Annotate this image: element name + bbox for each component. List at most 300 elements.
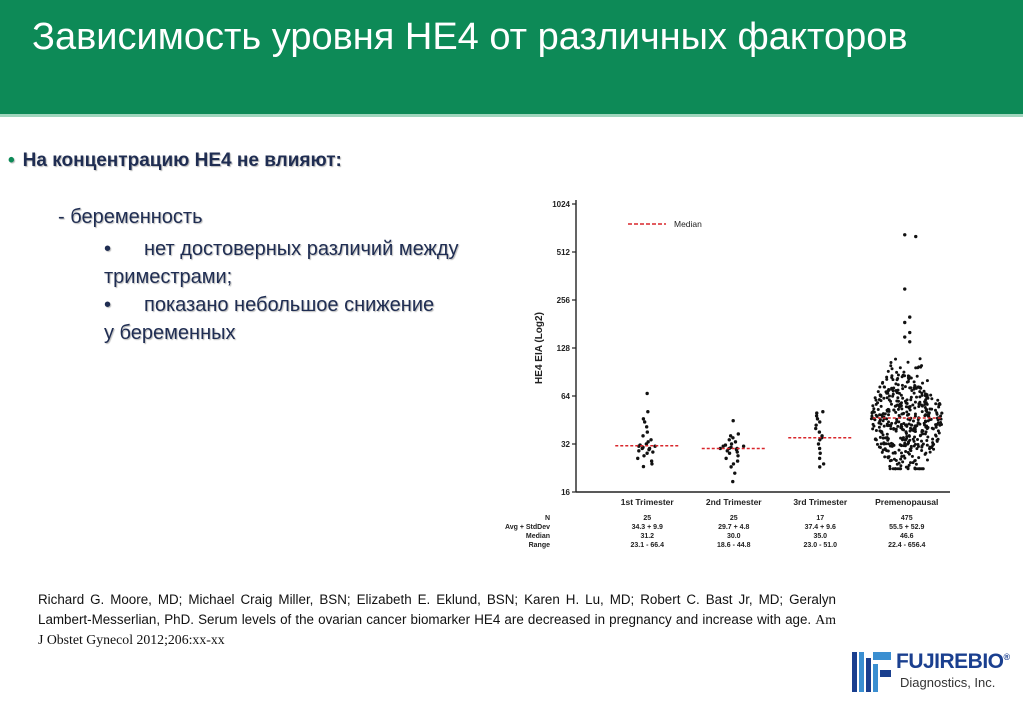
data-point	[888, 410, 891, 413]
data-point	[880, 442, 883, 445]
data-point	[911, 428, 914, 431]
data-point	[814, 423, 817, 426]
data-point	[908, 375, 911, 378]
data-point	[887, 420, 890, 423]
data-point	[906, 414, 909, 417]
data-point	[887, 450, 890, 453]
data-point	[908, 464, 911, 467]
data-point	[883, 455, 886, 458]
data-point	[722, 444, 725, 447]
data-point	[900, 404, 903, 407]
data-point	[875, 429, 878, 432]
data-point	[896, 391, 899, 394]
data-point	[880, 431, 883, 434]
data-point	[916, 443, 919, 446]
data-point	[925, 408, 928, 411]
data-point	[914, 235, 917, 238]
stats-cell: 475	[900, 515, 913, 522]
data-point	[916, 438, 919, 441]
data-point	[905, 402, 908, 405]
sub-bullet-dot-icon: •	[104, 238, 112, 260]
data-point	[878, 446, 881, 449]
stats-cell: 30.0	[726, 533, 741, 540]
data-point	[904, 385, 907, 388]
title-bar	[0, 0, 1023, 116]
data-point	[818, 420, 821, 423]
title-underline	[0, 114, 1023, 117]
data-point	[917, 405, 920, 408]
data-point	[936, 440, 939, 443]
data-point	[724, 457, 727, 460]
data-point	[879, 436, 882, 439]
data-point	[940, 423, 943, 426]
y-axis-label: HE4 EIA (Log2)	[534, 312, 545, 384]
data-point	[906, 443, 909, 446]
data-point	[737, 432, 740, 435]
data-point	[908, 331, 911, 334]
data-point	[900, 412, 903, 415]
data-point	[878, 426, 881, 429]
data-point	[890, 387, 893, 390]
data-point	[818, 430, 821, 433]
stats-cell: 31.2	[640, 533, 655, 540]
data-point	[904, 439, 907, 442]
data-point	[927, 413, 930, 416]
data-point	[876, 443, 879, 446]
data-point	[650, 462, 653, 465]
data-point	[870, 417, 873, 420]
data-point	[651, 450, 654, 453]
data-point	[896, 396, 899, 399]
stats-cell: 35.0	[813, 533, 828, 540]
data-point	[907, 380, 910, 383]
data-point	[913, 436, 916, 439]
data-point	[905, 431, 908, 434]
data-point	[892, 393, 895, 396]
data-point	[902, 422, 905, 425]
data-point	[911, 455, 914, 458]
data-point	[913, 384, 916, 387]
data-point	[925, 439, 928, 442]
data-point	[896, 463, 899, 466]
bullet-dot-icon: •	[8, 150, 15, 171]
data-point	[882, 419, 885, 422]
data-point	[928, 446, 931, 449]
dash-item-text: беременность	[70, 206, 203, 228]
data-point	[878, 386, 881, 389]
data-point	[903, 457, 906, 460]
logo-subtitle: Diagnostics, Inc.	[900, 675, 996, 690]
data-point	[885, 376, 888, 379]
data-point	[879, 394, 882, 397]
data-point	[901, 384, 904, 387]
data-point	[883, 425, 886, 428]
data-point	[918, 390, 921, 393]
stats-row-label: Range	[528, 542, 550, 549]
stats-row-label: Median	[525, 533, 550, 540]
data-point	[881, 451, 884, 454]
data-point	[921, 394, 924, 397]
data-point	[895, 459, 898, 462]
data-point	[938, 432, 941, 435]
data-point	[637, 449, 640, 452]
data-point	[924, 419, 927, 422]
data-point	[926, 458, 929, 461]
data-point	[731, 480, 734, 483]
data-point	[897, 400, 900, 403]
data-point	[888, 455, 891, 458]
data-point	[921, 467, 924, 470]
data-point	[909, 386, 912, 389]
data-point	[905, 425, 908, 428]
data-point	[731, 436, 734, 439]
data-point	[909, 405, 912, 408]
data-point	[920, 449, 923, 452]
data-point	[645, 425, 648, 428]
data-point	[887, 370, 890, 373]
data-point	[908, 422, 911, 425]
sub-bullet-2-continuation	[104, 322, 236, 345]
data-point	[886, 424, 889, 427]
data-point	[917, 385, 920, 388]
data-point	[925, 430, 928, 433]
logo-registered-mark: ®	[1003, 652, 1010, 662]
data-point	[924, 413, 927, 416]
data-point	[911, 403, 914, 406]
y-tick-label: 64	[561, 392, 570, 401]
data-point	[896, 425, 899, 428]
data-point	[821, 410, 824, 413]
data-point	[892, 427, 895, 430]
data-point	[934, 409, 937, 412]
stats-cell: 25	[643, 515, 652, 522]
data-point	[897, 383, 900, 386]
sub-bullet-2-line2: у беременных	[104, 322, 236, 344]
data-point	[642, 417, 645, 420]
data-point	[889, 467, 892, 470]
data-point	[819, 452, 822, 455]
data-point	[901, 387, 904, 390]
data-point	[903, 233, 906, 236]
data-point	[879, 422, 882, 425]
data-point	[908, 453, 911, 456]
data-point	[901, 397, 904, 400]
sub-bullet-1-line2: триместрами;	[104, 266, 233, 288]
data-point	[641, 434, 644, 437]
main-bullet	[8, 150, 342, 172]
data-point	[898, 414, 901, 417]
data-point	[926, 379, 929, 382]
data-point	[936, 399, 939, 402]
data-point	[643, 420, 646, 423]
data-point	[900, 407, 903, 410]
x-category-label: 2nd Trimester	[705, 497, 762, 507]
data-point	[736, 450, 739, 453]
data-point	[917, 456, 920, 459]
data-point	[818, 438, 821, 441]
stats-row-label: N	[544, 515, 550, 522]
data-point	[816, 417, 819, 420]
data-point	[934, 433, 937, 436]
data-point	[818, 457, 821, 460]
x-category-label: 1st Trimester	[620, 497, 674, 507]
data-point	[900, 455, 903, 458]
data-point	[932, 443, 935, 446]
data-point	[914, 366, 917, 369]
data-point	[889, 361, 892, 364]
data-point	[921, 382, 924, 385]
data-point	[914, 401, 917, 404]
data-point	[932, 427, 935, 430]
data-point	[937, 421, 940, 424]
data-point	[877, 408, 880, 411]
data-point	[880, 405, 883, 408]
data-point	[728, 452, 731, 455]
data-point	[897, 420, 900, 423]
data-point	[909, 449, 912, 452]
data-point	[934, 402, 937, 405]
data-point	[929, 451, 932, 454]
data-point	[897, 374, 900, 377]
x-category-label: Premenopausal	[875, 497, 939, 507]
data-point	[891, 445, 894, 448]
data-point	[733, 471, 736, 474]
dash-item	[58, 206, 202, 229]
y-tick-label: 256	[556, 296, 570, 305]
data-point	[736, 454, 739, 457]
data-point	[918, 423, 921, 426]
data-point	[728, 438, 731, 441]
logo-brand-text: FUJIREBIO	[896, 650, 1004, 673]
y-tick-label: 512	[556, 248, 570, 257]
data-point	[924, 392, 927, 395]
data-point	[646, 410, 649, 413]
data-point	[918, 402, 921, 405]
data-point	[899, 426, 902, 429]
data-point	[899, 443, 902, 446]
data-point	[647, 448, 650, 451]
data-point	[642, 465, 645, 468]
data-point	[903, 335, 906, 338]
data-point	[935, 426, 938, 429]
data-point	[814, 427, 817, 430]
data-point	[907, 361, 910, 364]
data-point	[921, 410, 924, 413]
dash-icon: -	[58, 206, 71, 228]
data-point	[872, 407, 875, 410]
data-point	[878, 413, 881, 416]
data-point	[922, 443, 925, 446]
sub-bullet-1-line1: нет достоверных различий между	[144, 238, 459, 260]
data-point	[920, 446, 923, 449]
data-point	[919, 357, 922, 360]
data-point	[937, 403, 940, 406]
data-point	[913, 407, 916, 410]
data-point	[915, 463, 918, 466]
y-tick-label: 16	[561, 488, 570, 497]
data-point	[924, 453, 927, 456]
citation-authors: Richard G. Moore, MD; Michael Craig Miller, BSN; Elizabeth E. Eklund, BSN; Karen H. Lu, MD; Robert C. Bast Jr, MD; Geralyn Lambert-Messerlian, PhD. Serum levels of the ovarian cancer biomarker HE4 are decreased in pregnancy and increase with age.	[38, 592, 836, 627]
data-point	[734, 440, 737, 443]
data-point	[913, 440, 916, 443]
data-point	[736, 459, 739, 462]
stats-cell: 23.0 - 51.0	[803, 542, 837, 549]
data-point	[889, 364, 892, 367]
data-point	[871, 427, 874, 430]
data-point	[886, 390, 889, 393]
data-point	[909, 398, 912, 401]
data-point	[926, 444, 929, 447]
data-point	[822, 462, 825, 465]
sub-bullet-dot-icon: •	[104, 294, 112, 316]
data-point	[927, 419, 930, 422]
y-tick-label: 32	[561, 440, 570, 449]
main-bullet-text: На концентрацию HE4 не влияют:	[22, 150, 342, 171]
data-point	[899, 464, 902, 467]
stats-cell: 46.6	[899, 533, 914, 540]
data-point	[874, 437, 877, 440]
data-point	[818, 447, 821, 450]
data-point	[892, 408, 895, 411]
data-point	[913, 380, 916, 383]
data-point	[894, 451, 897, 454]
sub-bullet-1-continuation	[104, 266, 232, 289]
data-point	[645, 392, 648, 395]
data-point	[930, 397, 933, 400]
data-point	[925, 396, 928, 399]
data-point	[913, 388, 916, 391]
data-point	[883, 385, 886, 388]
logo-brand	[896, 650, 1010, 674]
stats-cell: 18.6 - 44.8	[717, 542, 751, 549]
data-point	[890, 403, 893, 406]
data-point	[919, 434, 922, 437]
data-point	[899, 467, 902, 470]
logo-mark-icon	[850, 648, 894, 696]
data-point	[649, 438, 652, 441]
data-point	[908, 435, 911, 438]
data-point	[878, 398, 881, 401]
data-point	[889, 400, 892, 403]
y-tick-label: 1024	[552, 200, 570, 209]
data-point	[930, 408, 933, 411]
data-point	[642, 454, 645, 457]
data-point	[912, 419, 915, 422]
data-point	[905, 411, 908, 414]
data-point	[923, 423, 926, 426]
data-point	[891, 378, 894, 381]
data-point	[894, 358, 897, 361]
data-point	[926, 435, 929, 438]
data-point	[883, 443, 886, 446]
stats-cell: 22.4 - 656.4	[888, 542, 926, 549]
data-point	[742, 444, 745, 447]
data-point	[899, 366, 902, 369]
data-point	[877, 390, 880, 393]
data-point	[898, 449, 901, 452]
data-point	[900, 452, 903, 455]
data-point	[889, 459, 892, 462]
data-point	[903, 287, 906, 290]
data-point	[917, 365, 920, 368]
chart-svg	[498, 190, 968, 560]
data-point	[902, 371, 905, 374]
data-point	[890, 422, 893, 425]
data-point	[897, 408, 900, 411]
data-point	[899, 458, 902, 461]
data-point	[895, 371, 898, 374]
data-point	[921, 429, 924, 432]
data-point	[903, 321, 906, 324]
data-point	[904, 450, 907, 453]
citation-journal: Am J Obstet Gynecol 2012;206:xx-xx	[38, 612, 836, 647]
data-point	[818, 465, 821, 468]
data-point	[901, 460, 904, 463]
data-point	[730, 442, 733, 445]
data-point	[916, 375, 919, 378]
data-point	[910, 445, 913, 448]
data-point	[871, 404, 874, 407]
data-point	[886, 433, 889, 436]
data-point	[881, 381, 884, 384]
data-point	[923, 390, 926, 393]
data-point	[915, 396, 918, 399]
data-point	[882, 412, 885, 415]
data-point	[917, 467, 920, 470]
data-point	[891, 367, 894, 370]
data-point	[890, 374, 893, 377]
stats-cell: 25	[729, 515, 738, 522]
data-point	[914, 443, 917, 446]
sub-bullet-1	[104, 238, 459, 261]
stats-row-label: Avg + StdDev	[504, 524, 550, 531]
data-point	[886, 396, 889, 399]
data-point	[889, 427, 892, 430]
data-point	[936, 413, 939, 416]
stats-cell: 55.5 + 52.9	[889, 524, 925, 531]
data-point	[731, 419, 734, 422]
data-point	[927, 426, 930, 429]
data-point	[903, 442, 906, 445]
slide-title: Зависимость уровня HE4 от различных факторов	[32, 16, 908, 58]
data-point	[905, 435, 908, 438]
data-point	[645, 452, 648, 455]
data-point	[913, 392, 916, 395]
legend-median-label: Median	[674, 219, 702, 229]
data-point	[887, 413, 890, 416]
y-tick-label: 128	[556, 344, 570, 353]
data-point	[940, 412, 943, 415]
stats-cell: 23.1 - 66.4	[630, 542, 664, 549]
data-point	[908, 340, 911, 343]
data-point	[929, 394, 932, 397]
data-point	[729, 465, 732, 468]
data-point	[908, 315, 911, 318]
data-point	[894, 411, 897, 414]
stats-cell: 17	[816, 515, 825, 522]
data-point	[901, 438, 904, 441]
data-point	[939, 415, 942, 418]
data-point	[920, 440, 923, 443]
data-point	[873, 411, 876, 414]
sub-bullet-2	[104, 294, 434, 317]
citation	[38, 590, 836, 650]
data-point	[882, 397, 885, 400]
stats-cell: 34.3 + 9.9	[631, 524, 663, 531]
he4-scatter-chart	[498, 190, 968, 560]
data-point	[915, 424, 918, 427]
data-point	[910, 396, 913, 399]
